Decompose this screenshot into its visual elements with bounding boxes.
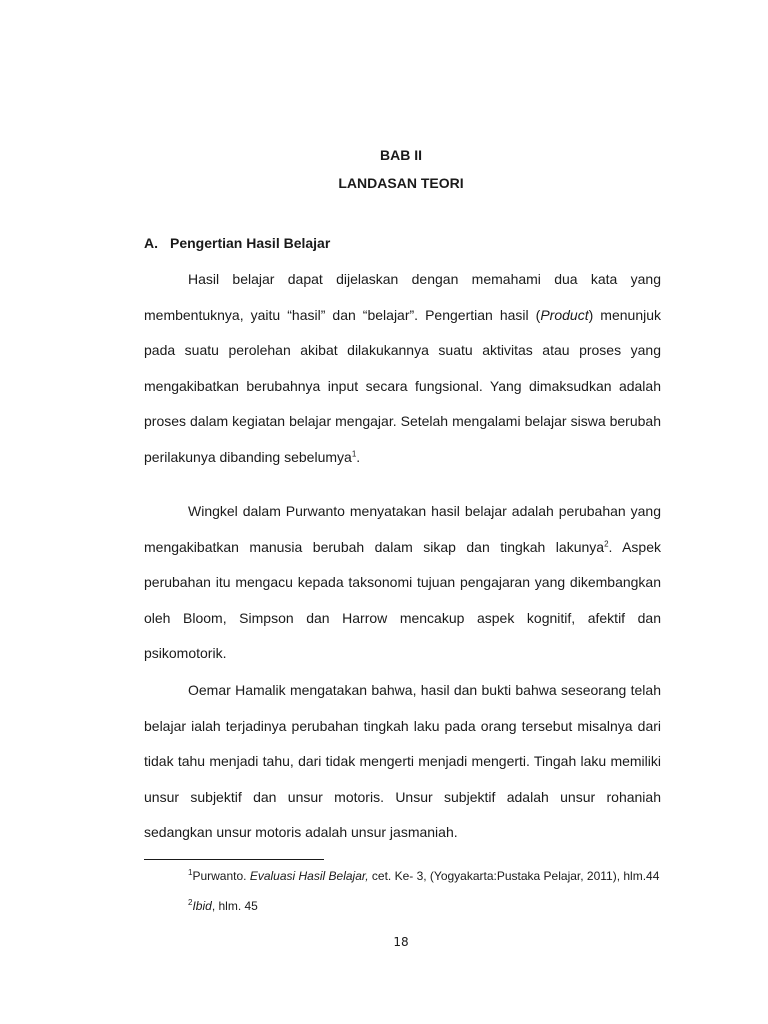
- footnote-1-book-title: Evaluasi Hasil Belajar,: [249, 869, 369, 883]
- paragraph-2: [144, 494, 661, 672]
- footnote-ref-1: 1: [351, 449, 357, 459]
- paragraph-1-text-a: Hasil belajar dapat dijelaskan dengan memahami dua kata yang membentuknya, yaitu “hasil” dan “belajar”. Pengertian hasil (: [144, 271, 661, 323]
- footnote-2-number: 2: [188, 898, 193, 907]
- footnote-1-number: 1: [188, 868, 193, 877]
- paragraph-2-text-b: . Aspek perubahan itu mengacu kepada taksonomi tujuan pengajaran yang dikembangkan oleh Bloom, Simpson dan Harrow mencakup aspek kognitif, afektif dan psikomotorik.: [144, 538, 662, 662]
- section-number: A.: [144, 235, 158, 251]
- footnote-2-details: , hlm. 45: [211, 899, 258, 913]
- footnote-2: [144, 897, 661, 915]
- paragraph-1-product-term: Product: [540, 306, 589, 323]
- section-heading: [144, 234, 330, 252]
- footnote-1-author: Purwanto.: [192, 869, 250, 883]
- footnote-1: [144, 867, 661, 885]
- section-title-text: Pengertian Hasil Belajar: [170, 235, 331, 251]
- chapter-title: LANDASAN TEORI: [338, 175, 464, 191]
- page-number: 18: [393, 935, 409, 949]
- paragraph-1-text-c: .: [356, 448, 361, 465]
- footnote-2-ibid: Ibid: [192, 899, 212, 913]
- footnote-1-details: cet. Ke- 3, (Yogyakarta:Pustaka Pelajar, 2011), hlm.44: [368, 869, 660, 883]
- chapter-heading: BAB II: [380, 147, 422, 163]
- paragraph-1-text-b: ) menunjuk pada suatu perolehan akibat dilakukannya suatu aktivitas atau proses yang mengakibatkan berubahnya input secara fungsional. Yang dimaksudkan adalah proses dalam kegiatan belajar mengajar. Setelah mengalami belajar siswa berubah perilakunya dibanding sebelumya: [144, 306, 661, 465]
- paragraph-3: Oemar Hamalik mengatakan bahwa, hasil dan bukti bahwa seseorang telah belajar ialah terjadinya perubahan tingkah laku pada orang tersebut misalnya dari tidak tahu menjadi tahu, dari tidak mengerti menjadi mengerti. Tingah laku memiliki unsur subjektif dan unsur motoris. Unsur subjektif adalah unsur rohaniah sedangkan unsur motoris adalah unsur jasmaniah.: [144, 682, 661, 841]
- paragraph-1: [144, 262, 661, 476]
- paragraph-2-text-a: Wingkel dalam Purwanto menyatakan hasil belajar adalah perubahan yang mengakibatkan manusia berubah dalam sikap dan tingkah lakunya: [144, 503, 661, 555]
- footnote-divider: [144, 859, 324, 860]
- footnote-ref-2: 2: [604, 538, 609, 548]
